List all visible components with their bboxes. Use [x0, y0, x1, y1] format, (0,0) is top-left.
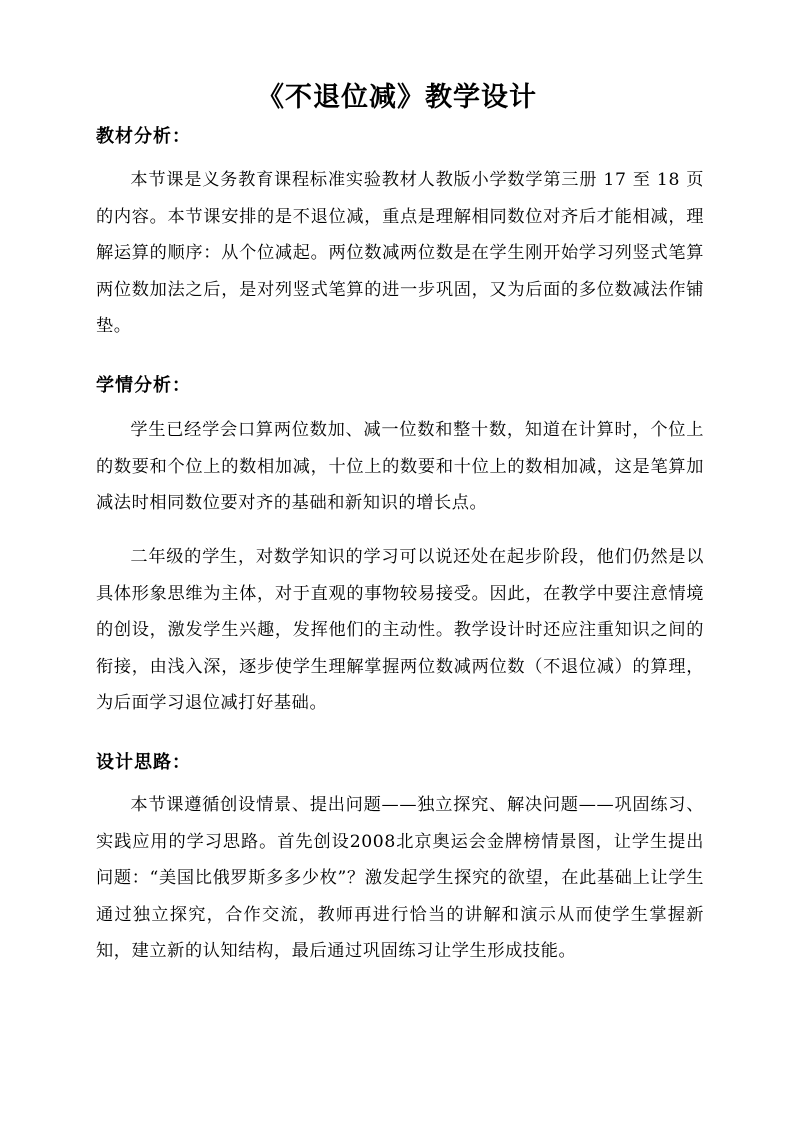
document-title: 《不退位减》教学设计: [257, 82, 537, 113]
heading-design-idea: 设计思路：: [96, 752, 191, 773]
paragraph-textbook-analysis: 本节课是义务教育课程标准实验教材人教版小学数学第三册 17 至 18 页的内容。本节课安排的是不退位减，重点是理解相同数位对齐后才能相减，理解运算的顺序：从个位减起。两位数减两位数是在学生刚开始学习列竖式笔算两位数加法之后，是对列竖式笔算的进一步巩固，又为后面的多位数减法作铺垫。: [96, 170, 704, 336]
paragraph-student-analysis-1: 学生已经学会口算两位数加、减一位数和整十数，知道在计算时，个位上的数要和个位上的数相加减，十位上的数要和十位上的数相加减，这是笔算加减法时相同数位要对齐的基础和新知识的增长点。: [96, 420, 704, 513]
heading-student-analysis: 学情分析：: [96, 375, 191, 396]
paragraph-student-analysis-2: 二年级的学生，对数学知识的学习可以说还处在起步阶段，他们仍然是以具体形象思维为主体，对于直观的事物较易接受。因此，在教学中要注意情境的创设，激发学生兴趣，发挥他们的主动性。教学设计时还应注重知识之间的衔接，由浅入深，逐步使学生理解掌握两位数减两位数（不退位减）的算理，为后面学习退位减打好基础。: [96, 547, 704, 713]
heading-textbook-analysis: 教材分析：: [96, 126, 191, 147]
paragraph-design-idea: 本节课遵循创设情景、提出问题——独立探究、解决问题——巩固练习、实践应用的学习思路。首先创设2008北京奥运会金牌榜情景图，让学生提出问题：“美国比俄罗斯多多少枚”？激发起学生探究的欲望，在此基础上让学生通过独立探究，合作交流，教师再进行恰当的讲解和演示从而使学生掌握新知，建立新的认知结构，最后通过巩固练习让学生形成技能。: [96, 795, 704, 961]
